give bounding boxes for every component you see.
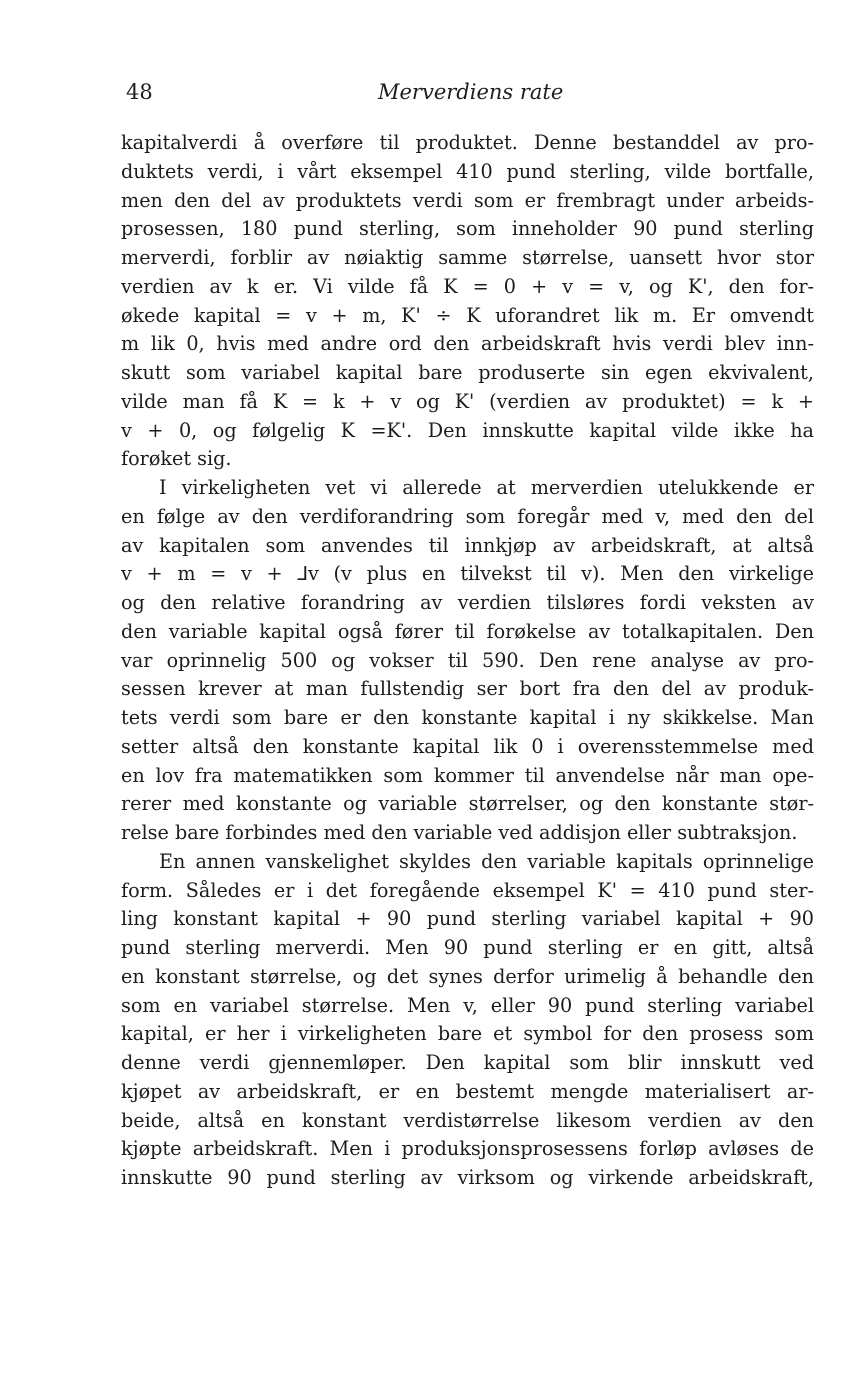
text-line: kapitalverdi å overføre til produktet. Denne bestanddel av pro- bbox=[121, 131, 814, 154]
text-line: en lov fra matematikken som kommer til anvendelse når man ope- bbox=[121, 763, 814, 787]
paragraph bbox=[121, 848, 814, 1193]
text-line: en følge av den verdiforandring som foregår med v, med den del bbox=[121, 504, 814, 528]
text-line: rerer med konstante og variable størrelser, og den konstante stør- bbox=[121, 792, 814, 816]
text-line: pund sterling merverdi. Men 90 pund sterling er en gitt, altså bbox=[121, 936, 814, 959]
text-line: tets verdi som bare er den konstante kapital i ny skikkelse. Man bbox=[121, 706, 814, 729]
text-line: var oprinnelig 500 og vokser til 590. Den rene analyse av pro- bbox=[121, 648, 814, 672]
text-line: men den del av produktets verdi som er frembragt under arbeids- bbox=[121, 188, 814, 212]
text-line: vilde man få K = k + v og K' (verdien av produktet) = k + bbox=[121, 389, 814, 413]
text-line: sessen krever at man fullstendig ser bort fra den del av produk- bbox=[121, 677, 814, 701]
text-line: verdien av k er. Vi vilde få K = 0 + v = v, og K', den for- bbox=[121, 274, 814, 298]
text-line: økede kapital = v + m, K' ÷ K uforandret lik m. Er omvendt bbox=[121, 303, 814, 327]
text-line: I virkeligheten vet vi allerede at merverdien utelukkende er bbox=[159, 476, 814, 499]
text-line: duktets verdi, i vårt eksempel 410 pund sterling, vilde bortfalle, bbox=[121, 159, 814, 183]
text-line: relse bare forbindes med den variable ved addisjon eller subtraksjon. bbox=[121, 821, 798, 844]
text-line: setter altså den konstante kapital lik 0 i overensstemmelse med bbox=[121, 734, 814, 758]
text-line: v + m = v + ⅃v (v plus en tilvekst til v). Men den virkelige bbox=[121, 562, 814, 586]
running-head: Merverdiens rate bbox=[378, 80, 564, 104]
page-number: 48 bbox=[126, 80, 153, 104]
text-line: den variable kapital også fører til forøkelse av totalkapitalen. Den bbox=[121, 619, 814, 643]
text-line: innskutte 90 pund sterling av virksom og virkende arbeidskraft, bbox=[121, 1166, 814, 1189]
text-line: denne verdi gjennemløper. Den kapital som blir innskutt ved bbox=[121, 1051, 814, 1074]
text-line: som en variabel størrelse. Men v, eller 90 pund sterling variabel bbox=[121, 993, 814, 1017]
text-line: En annen vanskelighet skyldes den variable kapitals oprinnelige bbox=[159, 849, 814, 873]
paragraph bbox=[121, 474, 814, 848]
text-line: kjøpet av arbeidskraft, er en bestemt mengde materialisert ar- bbox=[121, 1079, 814, 1103]
text-line: kapital, er her i virkeligheten bare et symbol for den prosess som bbox=[121, 1022, 814, 1046]
text-line: av kapitalen som anvendes til innkjøp av arbeidskraft, at altså bbox=[121, 533, 814, 557]
text-line: v + 0, og følgelig K =K'. Den innskutte kapital vilde ikke ha bbox=[121, 418, 814, 442]
text-line: forøket sig. bbox=[121, 447, 232, 471]
text-line: beide, altså en konstant verdistørrelse likesom verdien av den bbox=[121, 1108, 814, 1132]
text-line: en konstant størrelse, og det synes derfor urimelig å behandle den bbox=[121, 964, 814, 988]
text-line: skutt som variabel kapital bare produserte sin egen ekvivalent, bbox=[121, 361, 814, 384]
text-line: og den relative forandring av verdien tilsløres fordi veksten av bbox=[121, 591, 814, 614]
body-text bbox=[121, 129, 814, 1193]
text-line: kjøpte arbeidskraft. Men i produksjonsprosessens forløp avløses de bbox=[121, 1137, 814, 1161]
page-header bbox=[0, 80, 864, 110]
paragraph bbox=[121, 129, 814, 474]
text-line: merverdi, forblir av nøiaktig samme størrelse, uansett hvor stor bbox=[121, 246, 814, 269]
text-line: form. Således er i det foregående eksempel K' = 410 pund ster- bbox=[121, 878, 814, 902]
text-line: ling konstant kapital + 90 pund sterling variabel kapital + 90 bbox=[121, 907, 814, 931]
text-line: m lik 0, hvis med andre ord den arbeidskraft hvis verdi blev inn- bbox=[121, 332, 814, 356]
text-line: prosessen, 180 pund sterling, som inneholder 90 pund sterling bbox=[121, 217, 814, 241]
